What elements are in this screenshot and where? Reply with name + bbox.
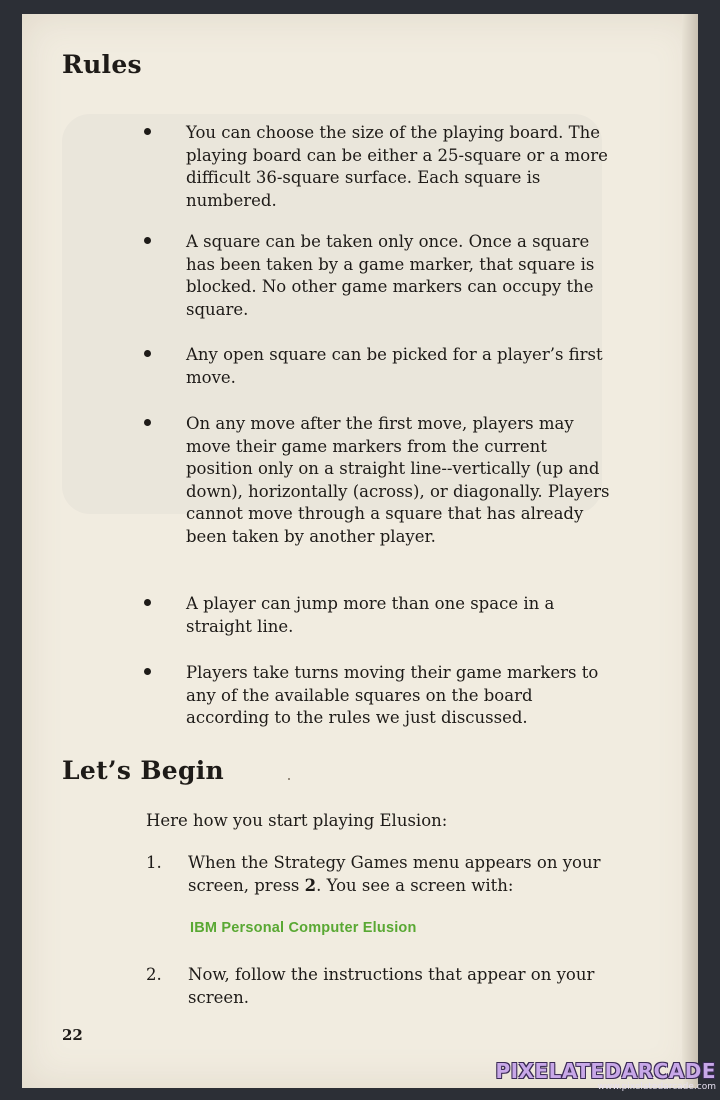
print-speck (288, 778, 290, 780)
key-label: 2 (304, 875, 317, 895)
bullet-icon (144, 668, 151, 675)
screen-title: IBM Personal Computer Elusion (190, 920, 417, 936)
step-number: 1. (146, 853, 162, 872)
rule-text: You can choose the size of the playing board. The playing board can be either a 25-square or a more difficult 36-square surface. Each square is numbered. (186, 123, 608, 210)
page-number: 22 (62, 1026, 83, 1044)
step1-text-after: . You see a screen with: (316, 875, 514, 895)
rule-text: Any open square can be picked for a player’s first move. (186, 345, 603, 387)
bullet-icon (144, 350, 151, 357)
bullet-icon (144, 237, 151, 244)
step-text: Now, follow the instructions that appear on your screen. (188, 965, 595, 1007)
watermark-brand: PIXELATEDARCADE (495, 1059, 716, 1083)
binding-edge (682, 14, 698, 1088)
manual-page (22, 14, 698, 1088)
rule-text: A player can jump more than one space in a straight line. (186, 594, 555, 636)
rules-heading: Rules (62, 50, 142, 79)
step1-text-before: When the Strategy Games menu appears on your screen, press (188, 853, 601, 895)
step-text (188, 852, 603, 897)
begin-intro: Here how you start playing Elusion: (146, 811, 448, 830)
rule-text: A square can be taken only once. Once a square has been taken by a game marker, that square is blocked. No other game markers can occupy the square. (186, 232, 595, 319)
bullet-icon (144, 599, 151, 606)
watermark (495, 1060, 716, 1093)
bullet-icon (144, 419, 151, 426)
rule-text: On any move after the first move, players may move their game markers from the current position only on a straight line--vertically (up and down), horizontally (across), or diagonally. Players cannot move through a square that has already been taken by another player. (186, 414, 610, 546)
rule-text: Players take turns moving their game markers to any of the available squares on the board according to the rules we just discussed. (186, 663, 599, 728)
bullet-icon (144, 128, 151, 135)
watermark-url: www.pixelatedarcade.com (597, 1082, 716, 1092)
lets-begin-heading: Let’s Begin (62, 756, 225, 785)
step-number: 2. (146, 965, 162, 984)
